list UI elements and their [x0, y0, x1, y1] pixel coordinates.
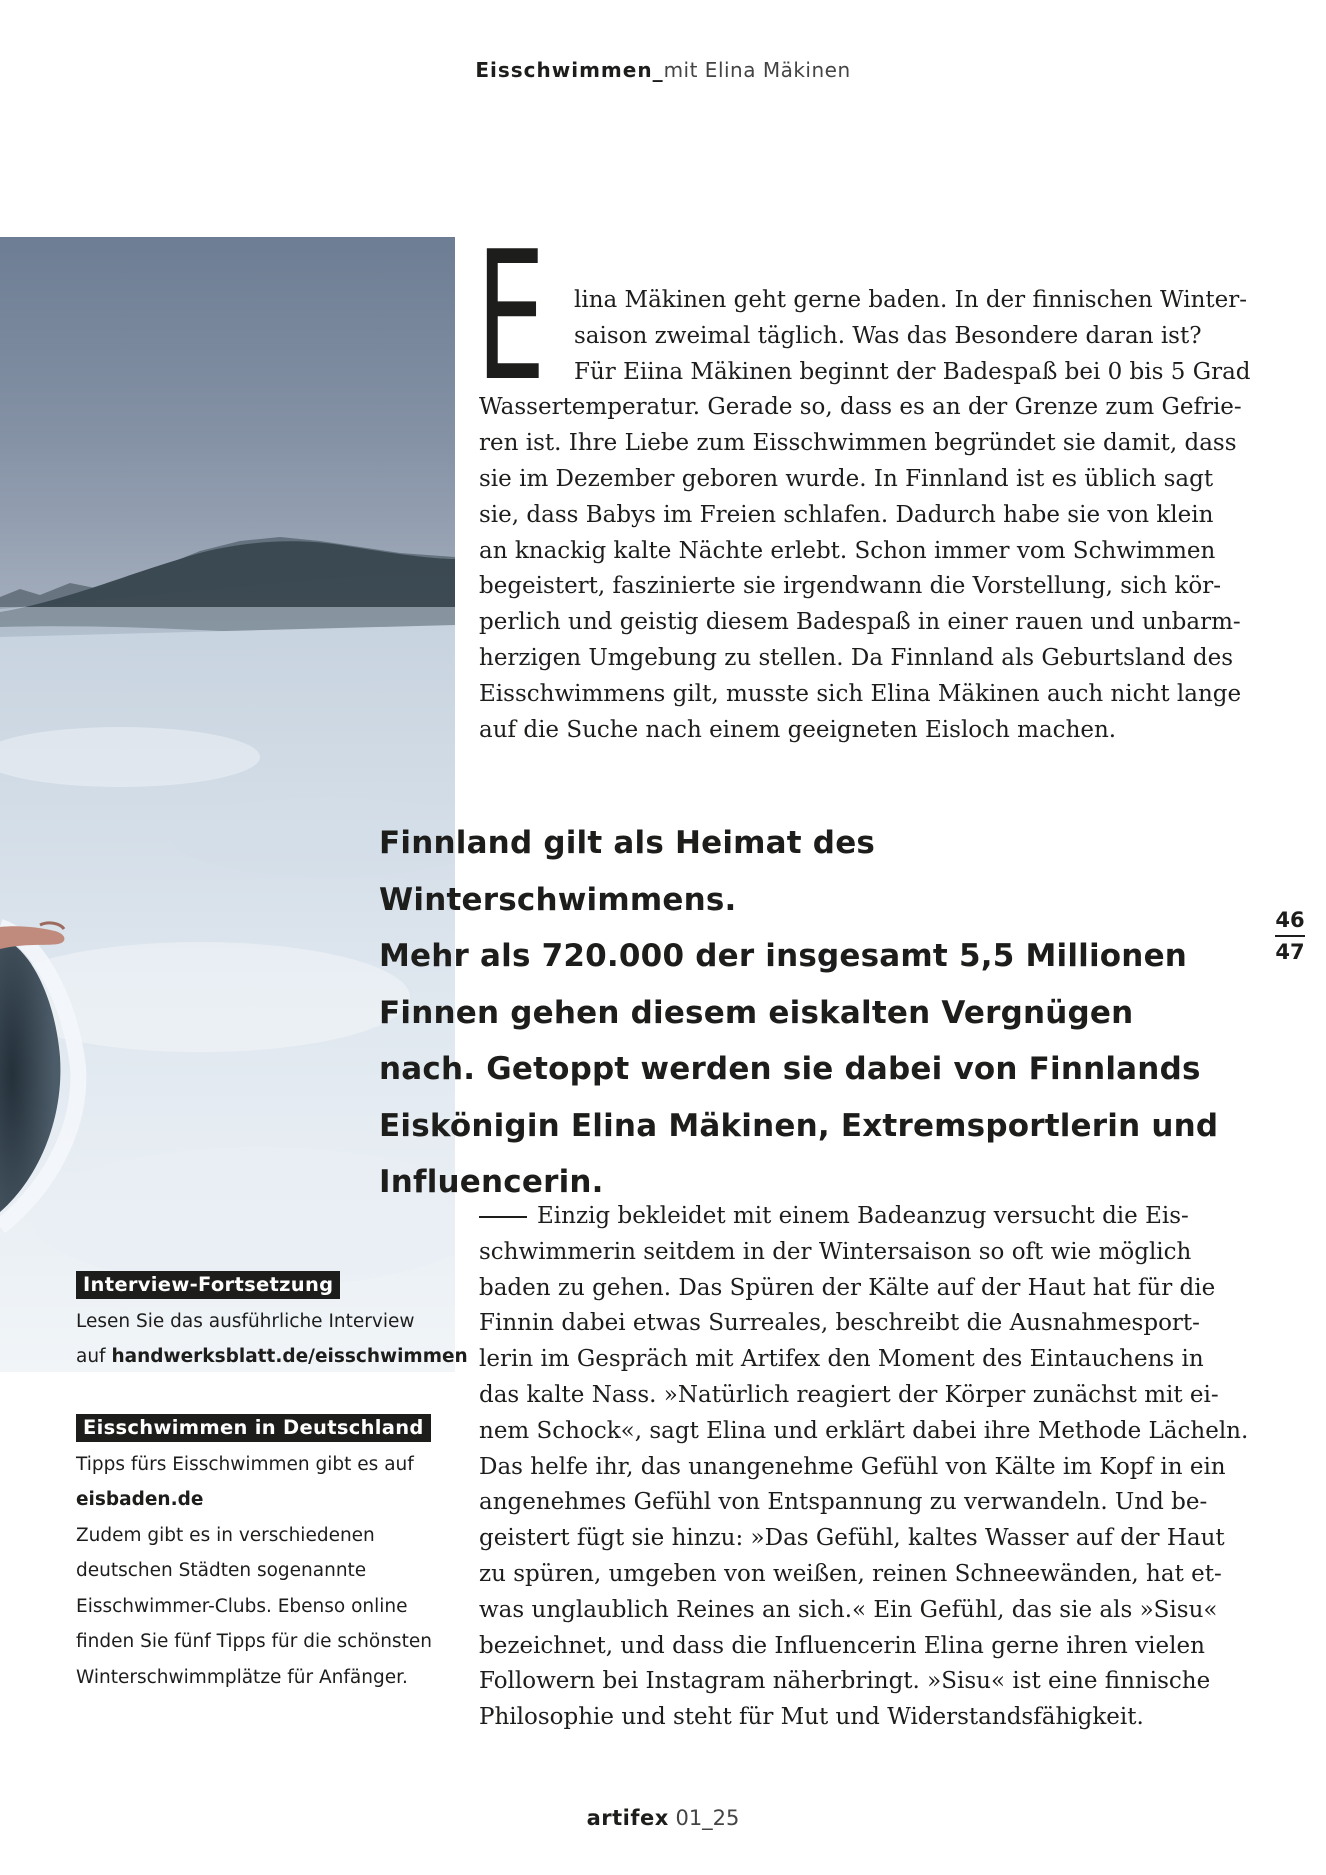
body-line: lerin im Gespräch mit Artifex den Moment des Eintauchens in: [479, 1346, 1204, 1373]
body-line: angenehmes Gefühl von Entspannung zu verwandeln. Und be-: [479, 1489, 1208, 1516]
intro-line: auf die Suche nach einem geeigneten Eisloch machen.: [479, 716, 1117, 743]
quote-line: Finnland gilt als Heimat des Winterschwimmens.: [379, 825, 876, 918]
body-line: Das helfe ihr, das unangenehme Gefühl von Kälte im Kopf in ein: [479, 1453, 1226, 1480]
intro-line: sie im Dezember geboren wurde. In Finnland ist es üblich sagt: [479, 465, 1214, 492]
body-line: schwimmerin seitdem in der Wintersaison so oft wie möglich: [479, 1238, 1192, 1265]
sidebox-text: auf: [76, 1346, 112, 1367]
body-line: was unglaublich Reines an sich.« Ein Gefühl, das sie als »Sisu«: [479, 1596, 1218, 1623]
running-header: [0, 58, 1326, 82]
intro-line: begeistert, faszinierte sie irgendwann die Vorstellung, sich kör-: [479, 573, 1222, 600]
paragraph-dash: [479, 1216, 527, 1218]
footer-issue: 01_25: [668, 1806, 740, 1830]
intro-line: lina Mäkinen geht gerne baden. In der finnischen Winter-: [574, 287, 1248, 313]
sidebox-tag: Interview-Fortsetzung: [76, 1271, 340, 1299]
footer: [0, 1806, 1326, 1830]
intro-line: an knackig kalte Nächte erlebt. Schon immer vom Schwimmen: [479, 537, 1216, 564]
sidebox-text: Tipps fürs Eisschwimmen gibt es auf: [76, 1453, 414, 1475]
section-subtitle: mit Elina Mäkinen: [663, 58, 851, 82]
intro-line: herzigen Umgebung zu stellen. Da Finnland als Geburtsland des: [479, 644, 1234, 671]
interview-link[interactable]: handwerksblatt.de/eisschwimmen: [111, 1346, 468, 1367]
sidebox-text: Eisschwimmer-Clubs. Ebenso online: [76, 1595, 408, 1617]
body-line: baden zu gehen. Das Spüren der Kälte auf der Haut hat für die: [479, 1274, 1216, 1301]
pull-quote: [379, 815, 1219, 1211]
body-line: das kalte Nass. »Natürlich reagiert der Körper zunächst mit ei-: [479, 1381, 1219, 1408]
sidebox-germany: [76, 1411, 476, 1695]
intro-line: ren ist. Ihre Liebe zum Eisschwimmen begründet sie damit, dass: [479, 430, 1237, 457]
body-line: Followern bei Instagram näherbringt. »Sisu« ist eine finnische: [479, 1668, 1211, 1695]
intro-paragraph: [479, 283, 1262, 748]
body-line: zu spüren, umgeben von weißen, reinen Schneewänden, hat et-: [479, 1560, 1222, 1587]
body-line: Finnin dabei etwas Surreales, beschreibt die Ausnahmesport-: [479, 1310, 1200, 1337]
quote-line: Finnen gehen diesem eiskalten Vergnügen: [379, 994, 1134, 1031]
sidebox-text: deutschen Städten sogenannte: [76, 1560, 367, 1581]
intro-line: Eisschwimmens gilt, musste sich Elina Mäkinen auch nicht lange: [479, 680, 1242, 707]
body-line: Einzig bekleidet mit einem Badeanzug versucht die Eis-: [537, 1203, 1189, 1229]
body-paragraph: [479, 1199, 1262, 1736]
intro-line: Wassertemperatur. Gerade so, dass es an der Grenze zum Gefrie-: [479, 394, 1242, 421]
quote-line: Mehr als 720.000 der insgesamt 5,5 Millionen: [379, 938, 1188, 974]
page-number-left: 46: [1275, 908, 1305, 932]
quote-line: Eiskönigin Elina Mäkinen, Extremsportlerin und: [379, 1107, 1219, 1144]
sidebox-text: Winterschwimmplätze für Anfänger.: [76, 1666, 408, 1688]
drop-cap: E: [476, 213, 546, 420]
page-number-right: 47: [1275, 940, 1305, 964]
section-title: Eisschwimmen_: [475, 58, 664, 82]
footer-brand: artifex: [586, 1806, 669, 1830]
intro-line: saison zweimal täglich. Was das Besondere daran ist?: [574, 322, 1202, 349]
sidebox-text: Zudem gibt es in verschiedenen: [76, 1524, 375, 1546]
sidebox-tag: Eisschwimmen in Deutschland: [76, 1414, 431, 1442]
sidebox-text: finden Sie fünf Tipps für die schönsten: [76, 1631, 432, 1652]
intro-line: sie, dass Babys im Freien schlafen. Dadurch habe sie von klein: [479, 501, 1214, 528]
quote-line: nach. Getoppt werden sie dabei von Finnlands: [379, 1051, 1201, 1087]
quote-line: Influencerin.: [379, 1164, 604, 1200]
sidebox-text: Lesen Sie das ausführliche Interview: [76, 1310, 415, 1332]
body-line: Philosophie und steht für Mut und Widerstandsfähigkeit.: [479, 1704, 1144, 1731]
intro-line: perlich und geistig diesem Badespaß in einer rauen und unbarm-: [479, 609, 1241, 636]
body-line: nem Schock«, sagt Elina und erklärt dabei ihre Methode Lächeln.: [479, 1417, 1249, 1444]
body-line: geistert fügt sie hinzu: »Das Gefühl, kaltes Wasser auf der Haut: [479, 1525, 1225, 1552]
body-line: bezeichnet, und dass die Influencerin Elina gerne ihren vielen: [479, 1632, 1205, 1659]
sidebox-interview: [76, 1268, 476, 1375]
eisbaden-link[interactable]: eisbaden.de: [76, 1489, 204, 1510]
page-numbers: [1268, 908, 1312, 964]
intro-line: Für Eiina Mäkinen beginnt der Badespaß bei 0 bis 5 Grad: [574, 358, 1251, 385]
page-number-divider: [1275, 935, 1305, 937]
